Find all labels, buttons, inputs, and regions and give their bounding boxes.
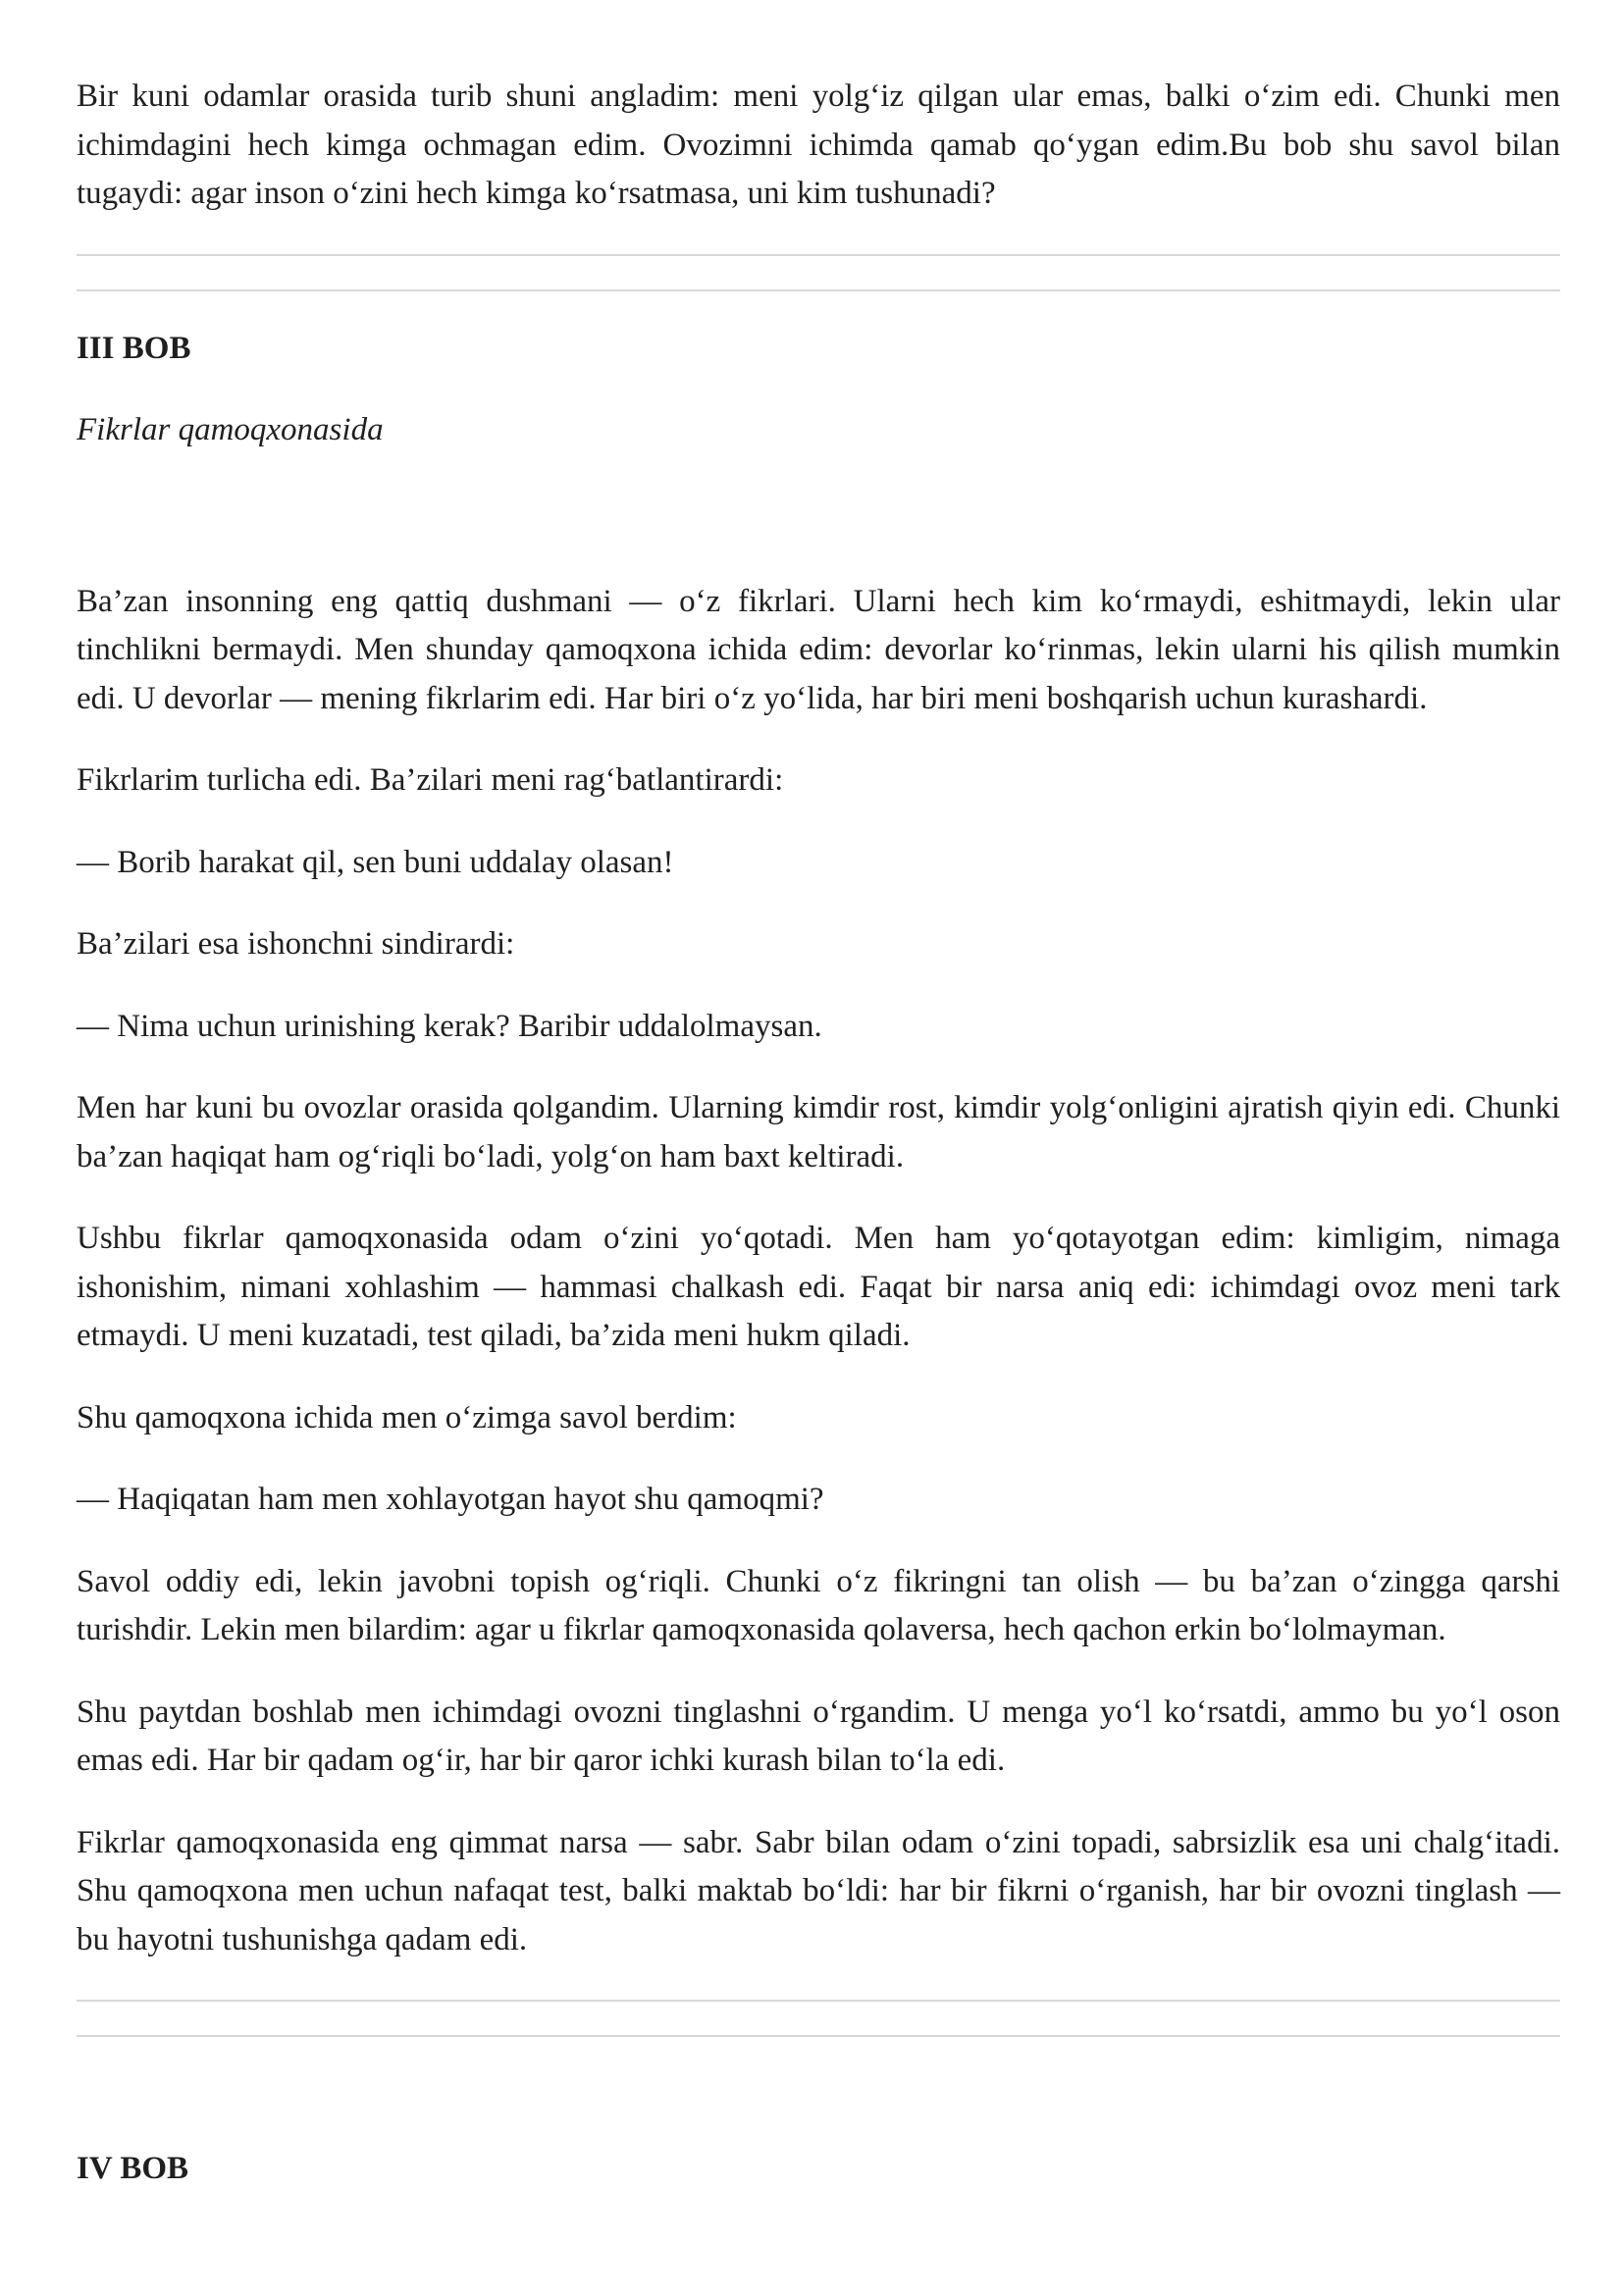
chapter3-paragraph: Men har kuni bu ovozlar orasida qolgandim. Ularning kimdir rost, kimdir yolg‘onligini ajratish qiyin edi. Chunki ba’zan haqiqat ham og‘riqli bo‘ladi, yolg‘on ham baxt keltiradi. xyxy=(77,1090,1560,1174)
chapter3-dialogue-line: — Haqiqatan ham men xohlayotgan hayot shu qamoqmi? xyxy=(77,1482,824,1517)
chapter2-closing-paragraph: Bir kuni odamlar orasida turib shuni angladim: meni yolg‘iz qilgan ular emas, balki o‘zim edi. Chunki men ichimdagini hech kimga ochmagan edim. Ovozimni ichimda qamab qo‘ygan edim.Bu bob shu savol bilan tugaydi: agar inson o‘zini hech kimga ko‘rsatmasa, uni kim tushunadi? xyxy=(77,78,1560,211)
chapter3-heading: III BOB xyxy=(77,330,191,366)
chapter3-paragraph: Ushbu fikrlar qamoqxonasida odam o‘zini yo‘qotadi. Men ham yo‘qotayotgan edim: kimligim, nimaga ishonishim, nimani xohlashim — hammasi chalkash edi. Faqat bir narsa aniq edi: ichimdagi ovoz meni tark etmaydi. U meni kuzatadi, test qiladi, ba’zida meni hukm qiladi. xyxy=(77,1221,1560,1353)
chapter3-paragraph: Shu qamoqxona ichida men o‘zimga savol berdim: xyxy=(77,1399,737,1435)
chapter3-dialogue-line: — Borib harakat qil, sen buni uddalay olasan! xyxy=(77,844,674,880)
chapter4-heading: IV BOB xyxy=(77,2151,189,2186)
chapter3-paragraph: Savol oddiy edi, lekin javobni topish og‘riqli. Chunki o‘z fikringni tan olish — bu ba’zan o‘zingga qarshi turishdir. Lekin men bilardim: agar u fikrlar qamoqxonasida qolaversa, hech qachon erkin bo‘lolmayman. xyxy=(77,1563,1560,1647)
chapter3-paragraph: Fikrlar qamoqxonasida eng qimmat narsa — sabr. Sabr bilan odam o‘zini topadi, sabrsizlik esa uni chalg‘itadi. Shu qamoqxona men uchun nafaqat test, balki maktab bo‘ldi: har bir fikrni o‘rganish, har bir ovozni tinglash — bu hayotni tushunishga qadam edi. xyxy=(77,1824,1560,1957)
chapter3-dialogue-line: — Nima uchun urinishing kerak? Baribir uddalolmaysan. xyxy=(77,1008,822,1044)
chapter3-paragraph: Fikrlarim turlicha edi. Ba’zilari meni rag‘batlantirardi: xyxy=(77,762,784,798)
chapter3-paragraph: Shu paytdan boshlab men ichimdagi ovozni tinglashni o‘rgandim. U menga yo‘l ko‘rsatdi, ammo bu yo‘l oson emas edi. Har bir qadam og‘ir, har bir qaror ichki kurash bilan to‘la edi. xyxy=(77,1694,1560,1778)
chapter3-paragraph: Ba’zan insonning eng qattiq dushmani — o‘z fikrlari. Ularni hech kim ko‘rmaydi, eshitmaydi, lekin ular tinchlikni bermaydi. Men shunday qamoqxona ichida edim: devorlar ko‘rinmas, lekin ularni his qilish mumkin edi. U devorlar — mening fikrlarim edi. Har biri o‘z yo‘lida, har biri meni boshqarish uchun kurashardi. xyxy=(77,583,1560,716)
document-page xyxy=(77,73,1560,2194)
chapter3-paragraph: Ba’zilari esa ishonchni sindirardi: xyxy=(77,926,515,962)
chapter3-subtitle: Fikrlar qamoqxonasida xyxy=(77,412,384,447)
